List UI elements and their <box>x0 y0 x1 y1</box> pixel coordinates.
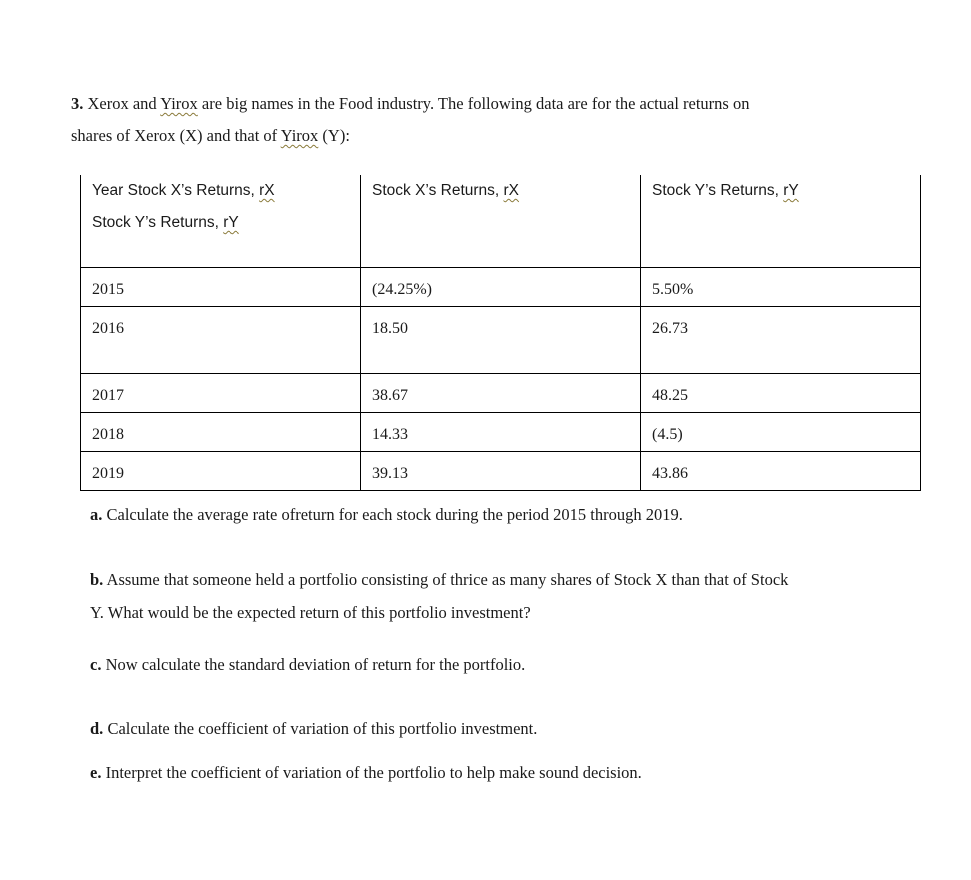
header-col1-line1 <box>92 175 350 207</box>
header-col2 <box>361 175 641 268</box>
rx-symbol: rX <box>259 182 275 199</box>
x-return-cell: 18.50 <box>361 307 641 374</box>
question-line-1 <box>71 88 931 120</box>
part-b-text: Assume that someone held a portfolio consisting of thrice as many shares of Stock X than that of Stock <box>103 570 789 589</box>
header-col3 <box>641 175 921 268</box>
part-b-line2: Y. What would be the expected return of this portfolio investment? <box>90 603 531 622</box>
yirox-spellcheck: Yirox <box>280 126 319 145</box>
part-c-text: Now calculate the standard deviation of return for the portfolio. <box>101 655 526 674</box>
x-return-cell: 38.67 <box>361 374 641 413</box>
table-row <box>81 268 921 307</box>
rx-symbol: rX <box>503 182 520 199</box>
question-line-2 <box>71 120 931 152</box>
header-col1-line2 <box>92 207 350 239</box>
intro-text: (Y): <box>318 126 350 145</box>
table-row <box>81 374 921 413</box>
ry-symbol: rY <box>783 182 799 199</box>
part-e <box>90 756 920 789</box>
header-text: Stock Y’s Returns, <box>92 214 224 231</box>
y-return-cell: 26.73 <box>641 307 921 374</box>
intro-text: are big names in the Food industry. The following data are for the actual returns on <box>197 94 750 113</box>
part-a-text: Calculate the average rate ofreturn for each stock during the period 2015 through 2019. <box>102 505 683 524</box>
part-d-label: d. <box>90 719 104 738</box>
header-text: Stock X’s Returns, <box>372 182 504 199</box>
part-d-text: Calculate the coefficient of variation of this portfolio investment. <box>103 719 538 738</box>
part-e-text: Interpret the coefficient of variation of the portfolio to help make sound decision. <box>101 763 642 782</box>
part-d <box>90 712 920 745</box>
table-row <box>81 413 921 452</box>
year-cell: 2017 <box>81 374 361 413</box>
y-return-cell: (4.5) <box>641 413 921 452</box>
ry-symbol: rY <box>223 214 239 231</box>
header-text: Year Stock X’s Returns, <box>92 182 260 199</box>
y-return-cell: 48.25 <box>641 374 921 413</box>
y-return-cell: 5.50% <box>641 268 921 307</box>
part-b-label: b. <box>90 570 104 589</box>
part-a <box>90 498 920 531</box>
question-intro <box>71 88 931 152</box>
x-return-cell: (24.25%) <box>361 268 641 307</box>
intro-text: shares of Xerox (X) and that of <box>71 126 281 145</box>
part-e-label: e. <box>90 763 102 782</box>
table-row <box>81 307 921 374</box>
intro-text: Xerox and <box>87 94 161 113</box>
year-cell: 2019 <box>81 452 361 491</box>
part-b-line1 <box>90 563 920 596</box>
part-b <box>90 563 920 629</box>
part-c <box>90 648 920 681</box>
year-cell: 2018 <box>81 413 361 452</box>
part-c-label: c. <box>90 655 102 674</box>
x-return-cell: 14.33 <box>361 413 641 452</box>
header-col1 <box>81 175 361 268</box>
table-row <box>81 452 921 491</box>
part-a-label: a. <box>90 505 103 524</box>
question-number: 3. <box>71 94 84 113</box>
y-return-cell: 43.86 <box>641 452 921 491</box>
x-return-cell: 39.13 <box>361 452 641 491</box>
returns-table <box>80 175 921 491</box>
yirox-spellcheck: Yirox <box>160 94 198 113</box>
header-text: Stock Y’s Returns, <box>652 182 784 199</box>
table-header-row <box>81 175 921 268</box>
year-cell: 2015 <box>81 268 361 307</box>
year-cell: 2016 <box>81 307 361 374</box>
